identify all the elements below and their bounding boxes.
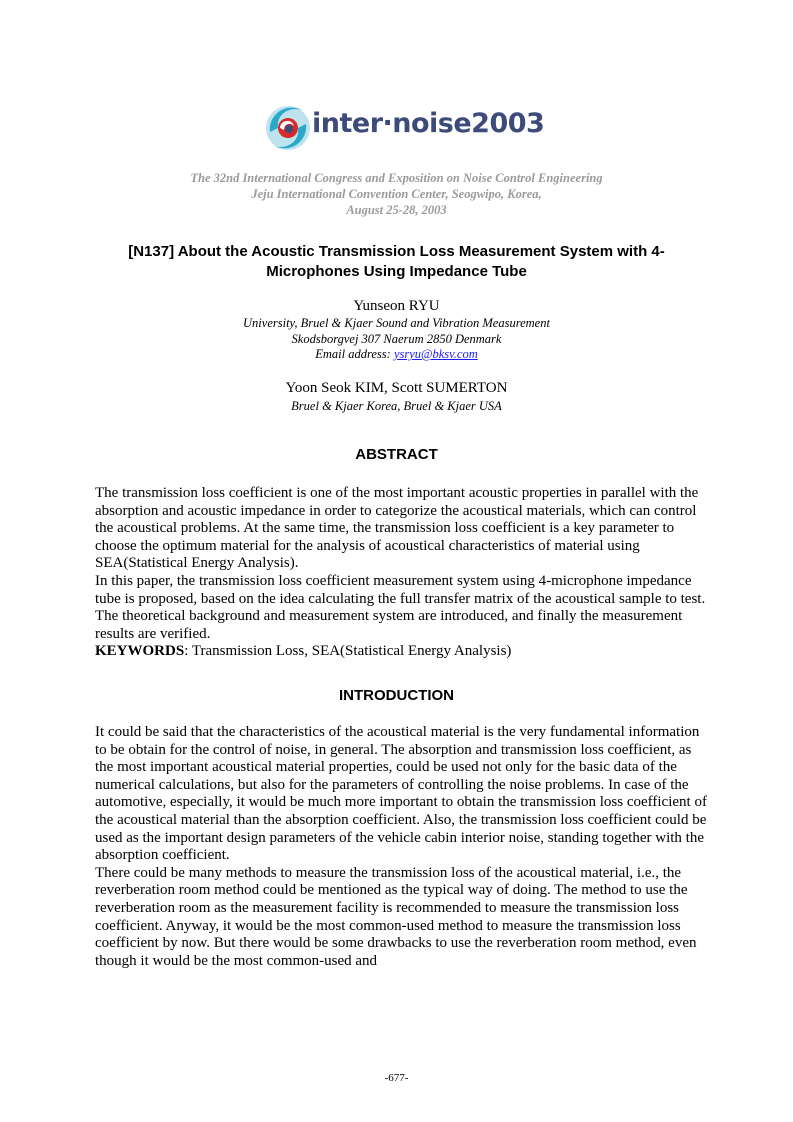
abstract-heading: ABSTRACT (355, 446, 438, 463)
title-line-1: [N137] About the Acoustic Transmission Loss Measurement System with 4- (128, 243, 665, 260)
conference-date: August 25-28, 2003 (346, 203, 447, 217)
abstract-paragraph-1: The transmission loss coefficient is one of the most important acoustic properties in parallel with the absorption and acoustic impedance in order to categorize the acoustical materials, which can control the acoustical problems. At the same time, the transmission loss coefficient is a key parameter to choose the optimum material for the analysis of acoustical characteristics of material using SEA(Statistical Energy Analysis). (95, 485, 699, 572)
author-2-affiliation: Bruel & Kjaer Korea, Bruel & Kjaer USA (291, 399, 502, 413)
conference-venue: Jeju International Convention Center, Seogwipo, Korea, (251, 187, 542, 201)
conference-name: The 32nd International Congress and Exposition on Noise Control Engineering (190, 171, 603, 185)
author-1-email-line (0, 346, 793, 362)
email-link[interactable]: ysryu@bksv.com (393, 347, 478, 361)
introduction-body (95, 724, 707, 970)
logo-wordmark: inter·noise2003 (312, 108, 545, 139)
swirl-logo-icon (262, 98, 312, 158)
keywords-line (95, 643, 707, 661)
introduction-heading: INTRODUCTION (339, 687, 454, 704)
keywords-text: : Transmission Loss, SEA(Statistical Energy Analysis) (184, 643, 512, 660)
introduction-paragraph-2: There could be many methods to measure the transmission loss of the acoustical material, i.e., the reverberation room method could be mentioned as the typical way of doing. The method to use the reverberation room as the measurement facility is recommended to measure the transmission loss coefficient. Anyway, it would be the most common-used method to measure the transmission loss coefficient by now. But there would be some drawbacks to use the reverberation room method, even though it would be the most common-used and (95, 864, 697, 969)
conference-logo (262, 98, 552, 158)
title-line-2: Microphones Using Impedance Tube (266, 263, 527, 280)
author-2-names: Yoon Seok KIM, Scott SUMERTON (285, 380, 508, 396)
email-label: Email address: (315, 347, 394, 361)
paper-title (95, 242, 698, 282)
author-1-address: Skodsborgvej 307 Naerum 2850 Denmark (291, 332, 502, 346)
author-1-affiliation: University, Bruel & Kjaer Sound and Vibration Measurement (243, 316, 550, 330)
introduction-paragraph-1: It could be said that the characteristics of the acoustical material is the very fundamental information to be obtain for the control of noise, in general. The absorption and transmission loss coefficient, as the most important acoustical material properties, could be used not only for the basic data of the numerical calculations, but also for the parameters of controlling the noise problems. In case of the automotive, especially, it would be much more important to obtain the transmission loss coefficient of the acoustical material than the absorption coefficient. Also, the transmission loss coefficient could be used as the important design parameters of the vehicle cabin interior noise, standing together with the absorption coefficient. (95, 724, 707, 864)
page-number: -677- (384, 1072, 409, 1084)
keywords-label: KEYWORDS (95, 643, 185, 660)
abstract-body (95, 485, 707, 661)
abstract-paragraph-2: In this paper, the transmission loss coefficient measurement system using 4-microphone impedance tube is proposed, based on the idea calculating the full transfer matrix of the acoustical sample to test. The theoretical background and measurement system are introduced, and finally the measurement results are verified. (95, 572, 706, 642)
author-1-name: Yunseon RYU (353, 298, 440, 314)
